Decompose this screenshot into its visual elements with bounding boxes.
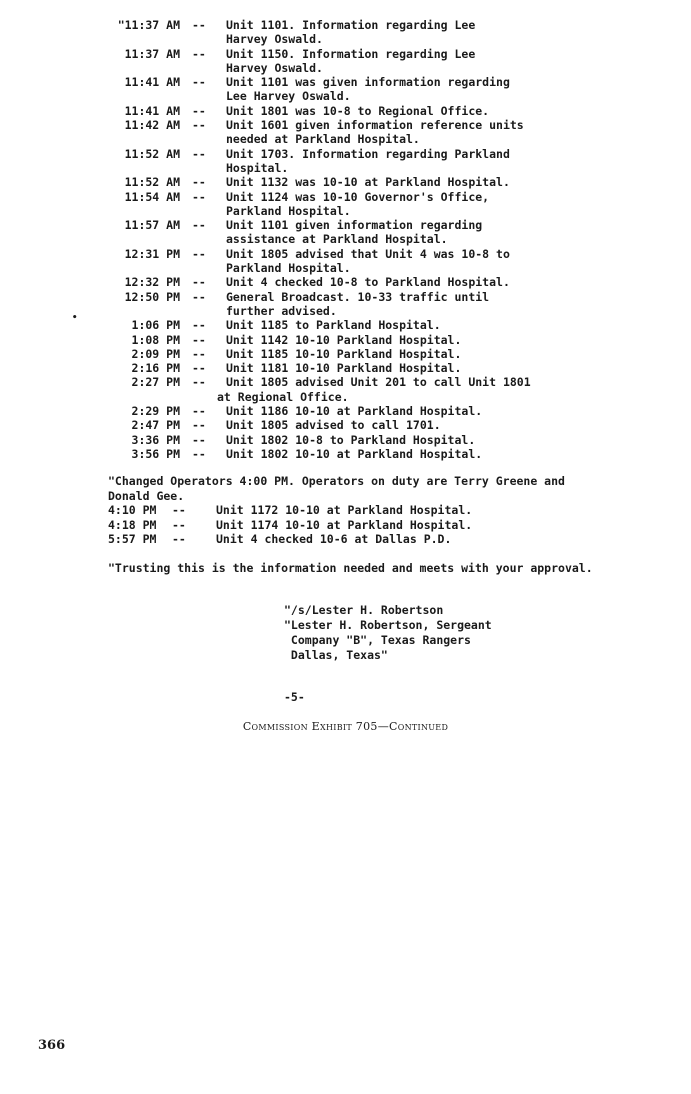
operators-entries bbox=[108, 503, 598, 547]
log-time: 11:57 AM bbox=[124, 218, 180, 233]
log-time: 12:32 PM bbox=[124, 275, 180, 290]
log-entry bbox=[0, 104, 691, 118]
log-entry bbox=[0, 218, 691, 247]
log-text: Unit 1101 was given information regarding Lee Harvey Oswald. bbox=[226, 75, 510, 104]
log-text: Unit 1101 given information regarding assistance at Parkland Hospital. bbox=[226, 218, 483, 247]
operator-log-text: Unit 1172 10-10 at Parkland Hospital. bbox=[216, 503, 473, 517]
log-dash: -- bbox=[192, 361, 206, 376]
log-dash: -- bbox=[192, 289, 206, 304]
log-time: 11:42 AM bbox=[124, 118, 180, 133]
radio-log bbox=[0, 18, 691, 461]
log-text: Unit 1181 10-10 Parkland Hospital. bbox=[226, 361, 462, 376]
log-dash: -- bbox=[192, 246, 206, 261]
log-text: General Broadcast. 10-33 traffic until further advised. bbox=[226, 289, 490, 318]
exhibit-caption: Commission Exhibit 705—Continued bbox=[242, 720, 449, 733]
log-entry bbox=[0, 418, 691, 432]
log-entry bbox=[0, 118, 691, 147]
log-text: Unit 1801 was 10-8 to Regional Office. bbox=[226, 103, 490, 118]
stray-mark: • bbox=[72, 313, 78, 323]
log-dash: -- bbox=[192, 346, 206, 361]
log-text: Unit 1601 given information reference units needed at Parkland Hospital. bbox=[226, 118, 524, 147]
log-time: 3:36 PM bbox=[131, 432, 180, 447]
log-time: 1:06 PM bbox=[131, 318, 180, 333]
log-entry bbox=[0, 190, 691, 219]
log-text: Unit 1703. Information regarding Parkland Hospital. bbox=[226, 146, 510, 175]
log-dash: -- bbox=[192, 375, 206, 390]
log-entry bbox=[0, 175, 691, 189]
log-dash: -- bbox=[192, 275, 206, 290]
log-text: Unit 1132 was 10-10 at Parkland Hospital. bbox=[226, 175, 510, 190]
operator-log-entry bbox=[108, 518, 598, 533]
log-dash: -- bbox=[192, 103, 206, 118]
log-entry bbox=[0, 404, 691, 418]
log-entry bbox=[0, 275, 691, 289]
operator-log-time: 4:18 PM bbox=[108, 517, 157, 532]
log-text: Unit 1124 was 10-10 Governor's Office, Parkland Hospital. bbox=[226, 189, 490, 218]
log-text: Unit 1802 10-10 at Parkland Hospital. bbox=[226, 446, 483, 461]
log-text: Unit 1185 to Parkland Hospital. bbox=[226, 318, 441, 333]
log-dash: -- bbox=[192, 175, 206, 190]
log-dash: -- bbox=[192, 189, 206, 204]
signature-line: "Lester H. Robertson, Sergeant bbox=[284, 618, 492, 632]
log-entry bbox=[0, 447, 691, 461]
log-dash: -- bbox=[192, 432, 206, 447]
signature-line: Dallas, Texas" bbox=[284, 648, 388, 662]
operator-log-time: 4:10 PM bbox=[108, 503, 157, 517]
log-time: 2:29 PM bbox=[131, 404, 180, 419]
operator-log-dash: -- bbox=[172, 503, 186, 517]
log-entry bbox=[0, 333, 691, 347]
operator-log-dash: -- bbox=[172, 532, 186, 546]
log-dash: -- bbox=[192, 75, 206, 90]
log-text: Unit 1805 advised to call 1701. bbox=[226, 418, 441, 433]
log-text: Unit 1150. Information regarding Lee Harvey Oswald. bbox=[226, 46, 476, 75]
log-time: "11:37 AM bbox=[117, 18, 180, 32]
log-entry bbox=[0, 347, 691, 361]
operator-log-text: Unit 4 checked 10-6 at Dallas P.D. bbox=[216, 532, 452, 546]
log-dash: -- bbox=[192, 332, 206, 347]
log-entry bbox=[0, 433, 691, 447]
log-time: 12:50 PM bbox=[124, 289, 180, 304]
log-text: Unit 4 checked 10-8 to Parkland Hospital. bbox=[226, 275, 510, 290]
log-entry bbox=[0, 361, 691, 375]
log-text: Unit 1805 advised Unit 201 to call Unit 1801 bbox=[226, 375, 531, 390]
log-text: Unit 1185 10-10 Parkland Hospital. bbox=[226, 346, 462, 361]
log-time: 2:16 PM bbox=[131, 361, 180, 376]
log-dash: -- bbox=[192, 118, 206, 133]
log-dash: -- bbox=[192, 318, 206, 333]
log-time: 12:31 PM bbox=[124, 246, 180, 261]
log-dash: -- bbox=[192, 218, 206, 233]
inner-page-number: -5- bbox=[284, 690, 305, 704]
log-time: 2:27 PM bbox=[131, 375, 180, 390]
log-dash: -- bbox=[192, 446, 206, 461]
log-entry bbox=[0, 75, 691, 104]
log-text: Unit 1101. Information regarding Lee Harvey Oswald. bbox=[226, 18, 476, 47]
signature-line: Company "B", Texas Rangers bbox=[284, 633, 471, 647]
log-time: 11:37 AM bbox=[124, 46, 180, 61]
folio-number: 366 bbox=[38, 1038, 66, 1053]
log-time: 3:56 PM bbox=[131, 446, 180, 461]
signature-block bbox=[284, 603, 492, 663]
log-dash: -- bbox=[192, 418, 206, 433]
operator-log-dash: -- bbox=[172, 517, 186, 532]
log-time: 2:47 PM bbox=[131, 418, 180, 433]
log-time: 11:41 AM bbox=[124, 75, 180, 90]
log-dash: -- bbox=[192, 146, 206, 161]
signature-line: "/s/Lester H. Robertson bbox=[284, 603, 444, 617]
closing-paragraph: "Trusting this is the information needed and meets with your approval. bbox=[108, 561, 593, 575]
log-time: 1:08 PM bbox=[131, 332, 180, 347]
log-text: Unit 1805 advised that Unit 4 was 10-8 to Parkland Hospital. bbox=[226, 246, 510, 276]
log-text-continuation: at Regional Office. bbox=[217, 389, 349, 404]
log-dash: -- bbox=[192, 404, 206, 419]
log-time: 11:54 AM bbox=[124, 189, 180, 204]
log-entry bbox=[0, 247, 691, 276]
log-text: Unit 1186 10-10 at Parkland Hospital. bbox=[226, 404, 483, 419]
log-entry bbox=[0, 290, 691, 319]
operator-log-time: 5:57 PM bbox=[108, 532, 157, 546]
operators-section bbox=[108, 474, 598, 547]
operator-log-entry bbox=[108, 503, 598, 518]
log-time: 11:41 AM bbox=[124, 103, 180, 118]
log-text: Unit 1142 10-10 Parkland Hospital. bbox=[226, 332, 462, 347]
log-time: 11:52 AM bbox=[124, 146, 180, 161]
log-entry bbox=[0, 47, 691, 76]
log-time: 2:09 PM bbox=[131, 346, 180, 361]
log-entry bbox=[0, 375, 691, 404]
operator-log-text: Unit 1174 10-10 at Parkland Hospital. bbox=[216, 517, 473, 532]
log-entry bbox=[0, 318, 691, 332]
log-text: Unit 1802 10-8 to Parkland Hospital. bbox=[226, 432, 476, 447]
log-time: 11:52 AM bbox=[124, 175, 180, 190]
operators-paragraph: "Changed Operators 4:00 PM. Operators on duty are Terry Greene and Donald Gee. bbox=[108, 474, 565, 503]
log-entry bbox=[0, 147, 691, 176]
log-dash: -- bbox=[192, 18, 206, 32]
log-entry bbox=[0, 18, 691, 47]
operator-log-entry bbox=[108, 532, 598, 547]
log-dash: -- bbox=[192, 46, 206, 61]
